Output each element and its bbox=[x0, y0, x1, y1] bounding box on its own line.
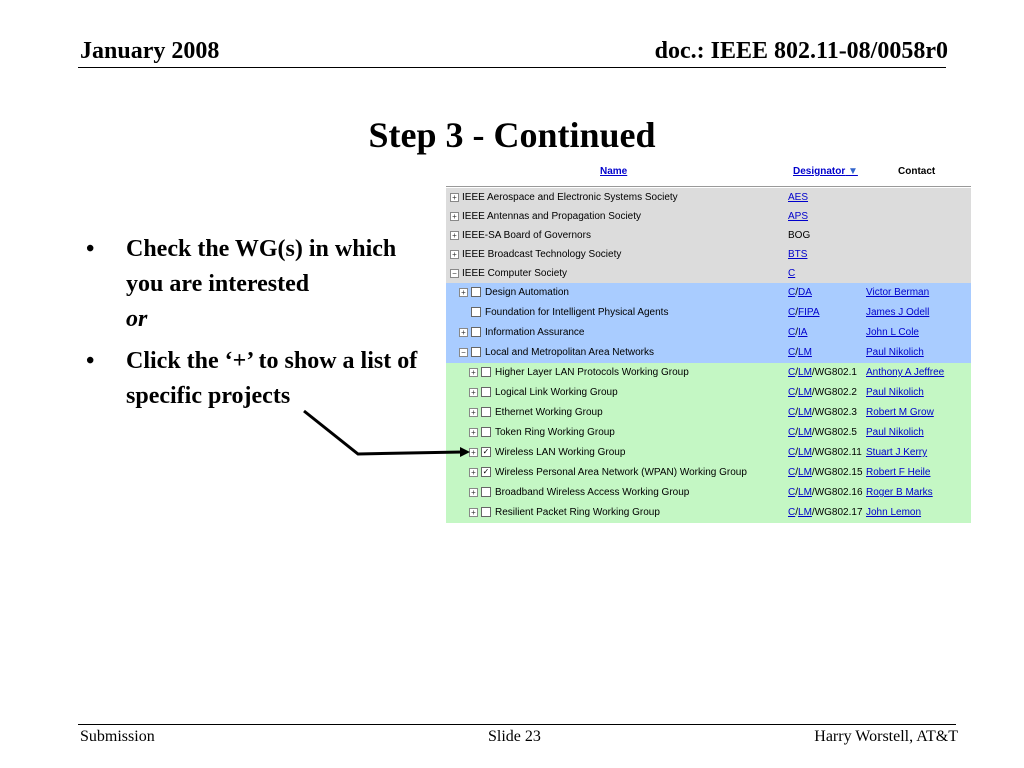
designator-link[interactable]: APS bbox=[788, 211, 809, 222]
footer-slide-number: Slide 23 bbox=[488, 728, 541, 745]
designator-link[interactable]: C bbox=[788, 427, 796, 438]
designator-suffix: /WG802.2 bbox=[811, 387, 857, 398]
row-name-label: Resilient Packet Ring Working Group bbox=[495, 507, 660, 518]
contact-link[interactable]: Victor Berman bbox=[866, 287, 930, 298]
expand-icon[interactable]: + bbox=[459, 288, 468, 297]
designator-link[interactable]: LM bbox=[798, 447, 812, 458]
sort-down-icon: ▼ bbox=[848, 166, 858, 177]
expand-icon[interactable]: + bbox=[450, 250, 459, 259]
designator-link[interactable]: IA bbox=[798, 327, 808, 338]
expand-icon[interactable]: + bbox=[459, 328, 468, 337]
designator-suffix: /WG802.5 bbox=[811, 427, 857, 438]
designator-suffix: /WG802.11 bbox=[811, 447, 862, 458]
row-name-label: Ethernet Working Group bbox=[495, 407, 603, 418]
contact-link[interactable]: John Lemon bbox=[866, 507, 922, 518]
bullet-dot: • bbox=[86, 236, 95, 262]
slide-title: Step 3 - Continued bbox=[368, 115, 656, 155]
expand-icon[interactable]: + bbox=[469, 368, 478, 377]
designator-link[interactable]: C bbox=[788, 447, 796, 458]
contact-link[interactable]: Stuart J Kerry bbox=[866, 447, 928, 458]
row-name-label: Wireless Personal Area Network (WPAN) Working Group bbox=[495, 467, 747, 478]
designator-link[interactable]: LM bbox=[798, 427, 812, 438]
row-name-label: IEEE Antennas and Propagation Society bbox=[462, 211, 642, 222]
bullet-text: Click the ‘+’ to show a list of specific projects bbox=[126, 348, 418, 409]
expand-icon[interactable]: + bbox=[469, 508, 478, 517]
row-name-label: Information Assurance bbox=[485, 327, 585, 338]
designator-separator: / bbox=[795, 407, 799, 418]
designator-link[interactable]: AES bbox=[788, 192, 809, 203]
designator-link[interactable]: C bbox=[788, 407, 796, 418]
row-name-label: Token Ring Working Group bbox=[495, 427, 615, 438]
designator-separator: / bbox=[795, 347, 799, 358]
designator-link[interactable]: LM bbox=[798, 467, 812, 478]
contact-link[interactable]: Roger B Marks bbox=[866, 487, 933, 498]
row-name-label: IEEE Aerospace and Electronic Systems Society bbox=[462, 192, 678, 203]
collapse-icon[interactable]: − bbox=[459, 348, 468, 357]
row-name-label: Broadband Wireless Access Working Group bbox=[495, 487, 690, 498]
designator-separator: / bbox=[795, 447, 799, 458]
designator-link[interactable]: C bbox=[788, 287, 796, 298]
callout-arrow-line bbox=[304, 411, 462, 454]
row-name-label: Logical Link Working Group bbox=[495, 387, 618, 398]
designator-link[interactable]: C bbox=[788, 507, 796, 518]
designator-link[interactable]: LM bbox=[798, 387, 812, 398]
expand-icon[interactable]: + bbox=[469, 388, 478, 397]
row-name-label: Foundation for Intelligent Physical Agents bbox=[485, 307, 669, 318]
row-name-label: IEEE-SA Board of Governors bbox=[462, 230, 591, 241]
row-name-label: Local and Metropolitan Area Networks bbox=[485, 347, 654, 358]
bullet-text: Check the WG(s) in which you are interested bbox=[126, 236, 397, 297]
expand-icon[interactable]: + bbox=[450, 212, 459, 221]
designator-link[interactable]: BTS bbox=[788, 249, 808, 260]
designator-separator: / bbox=[795, 367, 799, 378]
designator-link[interactable]: FIPA bbox=[798, 307, 820, 318]
expand-icon[interactable]: + bbox=[469, 448, 478, 457]
row-name-label: Higher Layer LAN Protocols Working Group bbox=[495, 367, 689, 378]
designator-separator: / bbox=[795, 427, 799, 438]
expand-icon[interactable]: + bbox=[450, 193, 459, 202]
row-name-label: Design Automation bbox=[485, 287, 569, 298]
column-name-header[interactable]: Name bbox=[600, 166, 628, 177]
designator-link[interactable]: LM bbox=[798, 347, 812, 358]
bullet-dot: • bbox=[86, 348, 95, 374]
contact-link[interactable]: Anthony A Jeffree bbox=[866, 367, 945, 378]
expand-icon[interactable]: + bbox=[469, 488, 478, 497]
designator-link[interactable]: C bbox=[788, 307, 796, 318]
designator-separator: / bbox=[795, 287, 799, 298]
bullet-or: or bbox=[126, 306, 148, 332]
designator-link[interactable]: LM bbox=[798, 407, 812, 418]
contact-link[interactable]: Paul Nikolich bbox=[866, 347, 924, 358]
designator-link[interactable]: C bbox=[788, 467, 796, 478]
row-name-label: Wireless LAN Working Group bbox=[495, 447, 626, 458]
select-checkbox[interactable]: ✓ bbox=[482, 467, 490, 477]
designator-suffix: /WG802.1 bbox=[811, 367, 857, 378]
designator-separator: / bbox=[795, 487, 799, 498]
designator-separator: / bbox=[795, 507, 799, 518]
select-checkbox[interactable]: ✓ bbox=[482, 447, 490, 457]
contact-link[interactable]: Paul Nikolich bbox=[866, 427, 924, 438]
expand-icon[interactable]: + bbox=[450, 231, 459, 240]
designator-suffix: /WG802.17 bbox=[811, 507, 863, 518]
footer-divider bbox=[78, 724, 956, 725]
designator-link[interactable]: LM bbox=[798, 487, 812, 498]
header-doc-id: doc.: IEEE 802.11-08/0058r0 bbox=[654, 38, 948, 64]
designator-link[interactable]: LM bbox=[798, 507, 812, 518]
contact-link[interactable]: Robert F Heile bbox=[866, 467, 931, 478]
collapse-icon[interactable]: − bbox=[450, 269, 459, 278]
designator-suffix: /WG802.16 bbox=[811, 487, 863, 498]
designator-link[interactable]: LM bbox=[798, 367, 812, 378]
footer-author: Harry Worstell, AT&T bbox=[814, 728, 958, 745]
contact-link[interactable]: Robert M Grow bbox=[866, 407, 934, 418]
designator-link[interactable]: C bbox=[788, 487, 796, 498]
designator-link[interactable]: C bbox=[788, 327, 796, 338]
expand-icon[interactable]: + bbox=[469, 428, 478, 437]
row-name-label: IEEE Broadcast Technology Society bbox=[462, 249, 622, 260]
designator-separator: / bbox=[795, 327, 799, 338]
designator-separator: / bbox=[795, 387, 799, 398]
callout-arrowhead bbox=[460, 447, 470, 457]
designator-suffix: /WG802.15 bbox=[811, 467, 863, 478]
footer-submission: Submission bbox=[80, 728, 155, 745]
designator-separator: / bbox=[795, 467, 799, 478]
designator-link[interactable]: C bbox=[788, 387, 796, 398]
header-date: January 2008 bbox=[80, 38, 220, 64]
designator-link[interactable]: C bbox=[788, 367, 796, 378]
expand-icon[interactable]: + bbox=[469, 408, 478, 417]
designator-link: BOG bbox=[788, 230, 811, 241]
contact-link[interactable]: Paul Nikolich bbox=[866, 387, 924, 398]
expand-icon[interactable]: + bbox=[469, 468, 478, 477]
designator-separator: / bbox=[795, 307, 799, 318]
designator-link[interactable]: DA bbox=[798, 287, 812, 298]
designator-link[interactable]: C bbox=[788, 268, 796, 279]
designator-label: Designator bbox=[793, 166, 846, 177]
contact-link[interactable]: James J Odell bbox=[866, 307, 930, 318]
contact-link[interactable]: John L Cole bbox=[866, 327, 919, 338]
column-contact-header: Contact bbox=[898, 166, 936, 177]
row-name-label: IEEE Computer Society bbox=[462, 268, 568, 279]
designator-link[interactable]: C bbox=[788, 347, 796, 358]
designator-suffix: /WG802.3 bbox=[811, 407, 857, 418]
